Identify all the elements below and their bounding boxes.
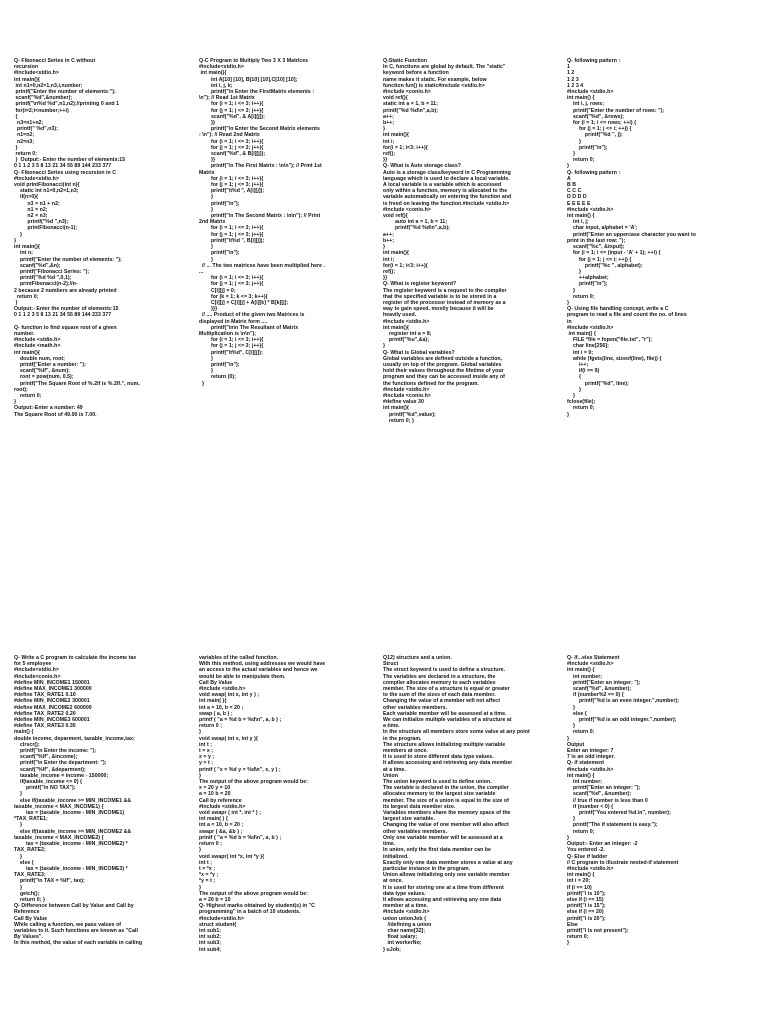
notes-column-8: Q- If...else Statement #include <stdio.h> int main() { int number; printf("Enter an integer: "); scanf("%d", &number); if (number%2 == 0) { printf("%d is an even integer.",number); } else { printf("%d is an odd integer.",number); } return 0; } Output Enter an integer: 7 7 is an odd integer. Q- if statement #include <stdio.h> int main() { int number; printf("Enter an integer: "); scanf("%d", &number); // true if number is less than 0 if (number < 0) { printf("You entered %d.\n", number); } printf("The if statement is easy."); return 0; } Output:- Enter an integer: -2 You entered -2. Q- Else if ladder // C program to illustrate nested-if statement #include <stdio.h> int main() { int i = 20; if (i == 10) printf("i is 10"); else if (i == 15) printf("i is 15"); else if (i == 20) printf("i is 20"); Else printf("i is not present"); return 0; } [567,655,679,947]
notes-column-4: Q- following pattern : 1 1 2 1 2 3 1 2 3 4 #include <stdio.h> int main() { int i, j, rows; printf("Enter the number of rows: "); scanf("%d", &rows); for (i = 1; i <= rows; ++i) { for (j = 1; j <= i; ++j) { printf("%d ", j); } printf("\n"); } return 0; } Q- following pattern : A B B C C C D D D D E E E E E #include <stdio.h> int main() { int i, j; char input, alphabet = 'A'; printf("Enter an uppercase character you want to print in the last row: "); scanf("%c", &input); for (i = 1; i <= (input - 'A' + 1); ++i) { for (j = 1; j <= i; ++j) { printf("%c ", alphabet); } ++alphabet; printf("\n"); } return 0; } Q- Using file handling concept, write a C program to read a file and count the no. of lines in #include <stdio.h> int main() { FILE *file = fopen("file.txt", "r"); char line[256]; int i = 0; while (fgets(line, sizeof(line), file)) { i++; if(i == 9) { printf("%d", line); } } fclose(file); return 0; } [567,58,697,418]
notes-column-5: Q- Write a C program to calculate the income tax for 5 employee #include<stdio.h> #include<conio.h> #define MIN_INCOME1 150001 #define MAX_INCOME1 300000 #define TAX_RATE1 0.10 #define MIN_INCOME2 300001 #define MAX_INCOME2 600000 #define TAX_RATE2 0.20 #define MIN_INCOME3 600001 #define TAX_RATE3 0.30 main() { double income, deparment, taxable_income,tax; clrscr(); printf("\n Enter the income: "); scanf("%lf", &income); printf("\n Enter the department: "); scanf("%lf", &deparment); taxable_income = income - 150000; if(taxable_income <= 0) { printf("\n NO TAX"); } else if(taxable_income >= MIN_INCOME1 && taxable_income < MAX_INCOME1) { tax = (taxable_income - MIN_INCOME1) *TAX_RATE1; } else if(taxable_income >= MIN_INCOME2 && taxable_income < MAX_INCOME2) { tax = (taxable_income - MIN_INCOME2) * TAX_RATE2; } else { tax = (taxable_income - MIN_INCOME3) * TAX_RATE3; printf("\n TAX = %lf", tax); } getch(); return 0; } Q- Difference between Call by Value and Call by Reference Call By Value While calling a function, we pass values of variables to it. Such functions are known as "Call By Values". In this method, the value of each variable in calling [14,655,143,947]
notes-column-3: Q-Static Function In C, functions are global by default. The "static" keyword before a function name makes it static. For example, below function fun() is static#include <stdio.h> #include <conio.h> void ref(){ static int a = 1, b = 11; printf("%d %d\n",a,b); a++; b++; } int main(){ int i; for(i = 1; i<3; i++){ ref(); }} Q- What is Auto storage class? Auto is a storage class/keyword in C Programming language which is used to declare a local variable. A local variable is a variable which is accessed only within a function, memory is allocated to the variable automatically on entering the function and is freed on leaving the function.#include <stdio.h> #include <conio.h> void ref(){ auto int a = 1, b = 11; printf("%d %d\n",a,b); a++; b++; } int main(){ int i; for(i = 1; i<3; i++){ ref(); }} Q- What is register keyword? The register keyword is a request to the compiler that the specified variable is to be stored in a register of the processor instead of memory as a way to gain speed, mostly because it will be heavily used. #include <stdio.h> int main(){ register int a = 8; printf("%u",&a); } Q- What is Global variables? Global variables are defined outside a function, usually on top of the program. Global variables hold their values throughout the lifetime of your program and they can be accessed inside any of the functions defined for the program. #include <stdio.h> #include <conio.h> #define value 30 int main(){ printf("%d",value); return 0; } [383,58,512,424]
notes-column-6: variables of the called function. With this method, using addresses we would have an access to the actual variables and hence we would be able to manipulate them. Call By Value #include <stdio.h> void swap( int x, int y ) ; int main( ){ int a = 10, b = 20 ; swap ( a, b ) ; printf ( "a = %d b = %d\n", a, b ) ; return 0 ; } void swap( int x, int y ){ int t ; t = x ; x = y ; y = t ; printf ( "x = %d y = %d\n", x, y ) ; } The output of the above program would be: x = 20 y = 10 a = 10 b = 20 Call by reference #include <stdio.h> void swapr ( int *, int * ) ; int main( ) { int a = 10, b = 20 ; swapr ( &a, &b ) ; printf ( "a = %d b = %d\n", a, b ) ; return 0 ; } void swapr( int *x, int *y ){ int t ; t = *x ; *x = *y ; *y = t ; } The output of the above program would be: a = 20 b = 10 Q- Highest marks obtained by student(s) in "C programming" in a batch of 10 students. #include<stdio.h> struct student{ int sub1; int sub2; int sub3; int sub4; [199,655,326,953]
notes-column-2: Q-C Program to Multiply Two 3 X 3 Matrices #include<stdio.h> int main(){ int A[10] [10], B[10] [10],C[10] [10]; int i, j, k; printf("\n Enter the FirstMatrix elements : \n"); // Read 1st Matrix for (i = 1; i <= 3; i++){ for (j = 1; j <= 3; j++){ scanf("%d", & A[i][j]); }} printf("\n Enter the Second Matrix elements : \n"); // Read 2nd Matrix for (i = 1; i <= 3; i++){ for (j = 1; j <= 3; j++){ scanf("%d", & B[i][j]); }} printf("\n The First Matrix : \n\n"); // Print 1st Matrix for (i = 1; i <= 3; i++){ for (j = 1; j <= 3; j++){ printf("\t%d ", A[i][j]); } printf("\n"); } printf("\n The Second Matrix : \n\n"); // Print 2nd Matrix for (i = 1; i <= 3; i++){ for (j = 1; j <= 3; j++){ printf("\t%d ", B[i][j]); } printf("\n"); } // ... The two matrices have been multiplied here . ... for (i = 1; i <= 3; i++){ for (j = 1; j <= 3; j++){ C[i][j] = 0; for (k = 1; k <= 3; k++){ C[i][j] = C[i][j] + A[i][k] * B[k][j]; }}} // .... Product of the given two Matrices is displayed in Matrix form .... printf("\n\n The Resultant of Matrix Multiplication is \n\n"); for (i = 1; i <= 3; i++){ for (j = 1; j <= 3; j++){ printf("\t%d", C[i][j]); } printf("\n"); } return (0); } [199,58,326,387]
notes-column-7: Q12) structure and a union. Struct The struct keyword is used to define a structure. The variables are declared in a structure, the compiler allocates memory to each variables member. The size of a structure is equal or greater to the sum of the sizes of each data member. Changing the value of a member will not affect other variables members. Each variable member will be assessed at a time. We can initialize multiple variables of a structure at a time. In the structure all members store some value at any point in the program. The structure allows initializing multiple variable members at once. It is used to store different data type values. It allows accessing and retrieving any data member at a time. Union The union keyword is used to define union. The variable is declared in the union, the compiler allocates memory to the largest size variable member. The size of a union is equal to the size of its largest data member size. Variables members share the memory space of the largest size variable. Changing the value of one member will also affect other variables members. Only one variable member will be assessed at a time. In union, only the first data member can be initialized. Exactly only one data member stores a value at any particular instance in the program. Union allows initializing only one variable member at once. It is used for storing one at a time from different data type values. It allows accessing and retrieving any one data member at a time. #include <stdio.h> union unionJob { //defining a union char name[32]; float salary; int workerNo; } uJob; [383,655,530,953]
notes-column-1: Q- Fibonacci Series in C without recursion #include<stdio.h> int main(){ int n1=0,n2=1,n3,i,number; printf("Enter the number of elements:"); scanf("%d",&number); printf("\n%d %d",n1,n2);//printing 0 and 1 for(i=2;i<number;++i) { n3=n1+n2; printf(" %d",n3); n1=n2; n2=n3; } return 0; } Output:- Enter the number of elements:15 0 1 1 2 3 5 8 13 21 34 55 89 144 233 377 Q- Fibonacci Series using recursion in C #include<stdio.h> void printFibonacci(int n){ static int n1=0,n2=1,n3; if(n>0){ n3 = n1 + n2; n1 = n2; n2 = n3; printf("%d ",n3); printFibonacci(n-1); } } int main(){ int n; printf("Enter the number of elements: "); scanf("%d",&n); printf("Fibonacci Series: "); printf("%d %d ",0,1); printFibonacci(n-2);//n- 2 because 2 numbers are already printed return 0; } Output:- Enter the number of elements:15 0 1 1 2 3 5 8 13 21 34 55 89 144 233 377 Q- function to find square root of a given number. #include <stdio.h> #include <math.h> int main(){ double num, root; printf("Enter a number: "); scanf("%lf", &num); root = pow(num, 0.5); printf("The Square Root of %.2lf is %.2lf.", num, root); return 0; } Output:-Enter a number: 49 The Square Root of 49.00 is 7.00. [14,58,140,418]
